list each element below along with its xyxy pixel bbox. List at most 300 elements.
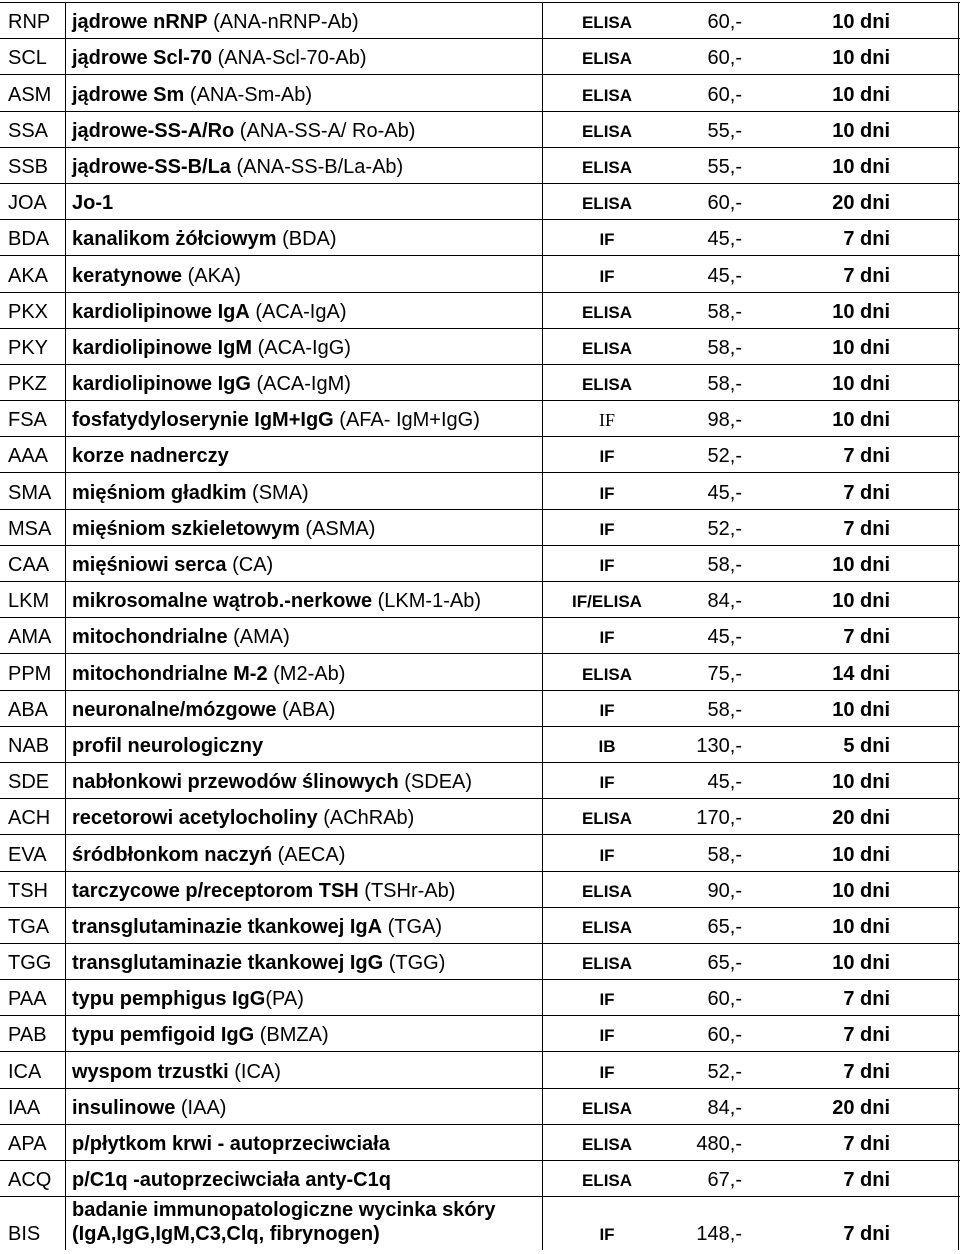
table-row — [0, 328, 960, 364]
column-divider — [542, 979, 543, 1015]
test-price: 58,- — [707, 300, 742, 323]
row-divider — [0, 798, 960, 799]
test-name — [72, 1133, 390, 1156]
column-divider — [958, 509, 959, 545]
test-abbreviation: (TGG) — [383, 952, 446, 975]
test-code: AMA — [8, 626, 52, 649]
row-divider — [0, 292, 960, 293]
turnaround-time: 7 dni — [843, 1060, 890, 1083]
test-abbreviation: (ABA) — [276, 698, 336, 721]
test-price: 65,- — [707, 915, 742, 938]
turnaround-time: 10 dni — [832, 771, 890, 794]
turnaround-time: 7 dni — [843, 445, 890, 468]
test-name — [72, 880, 455, 903]
test-code: PKY — [8, 336, 49, 359]
column-divider — [65, 690, 66, 726]
test-name — [72, 590, 481, 613]
column-divider — [542, 834, 543, 870]
test-price: 58,- — [707, 843, 742, 866]
test-code: SCL — [8, 47, 47, 70]
test-method: ELISA — [581, 917, 633, 937]
column-divider — [65, 74, 66, 110]
test-price: 84,- — [707, 1096, 742, 1119]
test-code: PPM — [8, 662, 52, 685]
column-divider — [65, 1088, 66, 1124]
column-divider — [542, 2, 543, 38]
column-divider — [542, 581, 543, 617]
test-price: 90,- — [707, 879, 742, 902]
turnaround-time: 14 dni — [832, 662, 890, 685]
table-row — [0, 509, 960, 545]
column-divider — [542, 38, 543, 74]
turnaround-time: 7 dni — [843, 626, 890, 649]
test-method: IF — [599, 1026, 615, 1046]
row-divider — [0, 690, 960, 691]
column-divider — [958, 1124, 959, 1160]
column-divider — [958, 798, 959, 834]
test-name-bold: transglutaminazie tkankowej IgA — [72, 915, 383, 938]
table-row — [0, 798, 960, 834]
column-divider — [542, 871, 543, 907]
test-price: 480,- — [696, 1133, 742, 1155]
test-abbreviation: (AFA- IgM+IgG) — [333, 409, 480, 432]
row-divider — [0, 509, 960, 510]
turnaround-time: 10 dni — [832, 952, 890, 975]
test-name — [72, 735, 263, 758]
test-price: 45,- — [707, 771, 742, 794]
test-code: TGA — [8, 915, 50, 938]
test-method: ELISA — [581, 157, 633, 177]
test-code: AAA — [8, 445, 49, 468]
test-method: IF — [599, 483, 615, 503]
column-divider — [65, 111, 66, 147]
test-code: EVA — [8, 843, 47, 866]
turnaround-time: 20 dni — [832, 1096, 890, 1119]
column-divider — [958, 364, 959, 400]
table-row — [0, 690, 960, 726]
column-divider — [958, 834, 959, 870]
test-name — [72, 11, 359, 34]
column-divider — [958, 111, 959, 147]
test-code: BDA — [8, 228, 50, 251]
column-divider — [542, 690, 543, 726]
test-name — [72, 807, 414, 830]
row-divider — [0, 255, 960, 256]
column-divider — [958, 979, 959, 1015]
column-divider — [958, 1051, 959, 1087]
test-name — [72, 192, 113, 215]
test-name-bold: badanie immunopatologiczne wycinka skóry — [72, 1199, 496, 1222]
test-name — [72, 916, 442, 939]
test-name-bold: kanalikom żółciowym — [72, 228, 277, 251]
turnaround-time: 10 dni — [832, 11, 890, 34]
table-row — [0, 653, 960, 689]
test-code: PKZ — [8, 373, 47, 396]
row-divider — [0, 581, 960, 582]
row-divider — [0, 74, 960, 75]
test-name — [72, 156, 403, 179]
test-name-bold: p/płytkom krwi - autoprzeciwciała — [72, 1133, 390, 1155]
test-code: JOA — [8, 192, 47, 215]
table-row — [0, 943, 960, 979]
test-code: PKX — [8, 300, 49, 323]
test-code: AKA — [8, 264, 49, 287]
turnaround-time: 10 dni — [832, 409, 890, 432]
column-divider — [958, 147, 959, 183]
row-divider — [0, 726, 960, 727]
column-divider — [65, 617, 66, 653]
table-row — [0, 581, 960, 617]
test-name — [72, 988, 304, 1011]
test-method: IF — [599, 230, 615, 250]
test-method: IF — [599, 845, 615, 865]
test-code: ACH — [8, 807, 51, 830]
table-row — [0, 617, 960, 653]
column-divider — [542, 436, 543, 472]
test-abbreviation: (ANA-Sm-Ab) — [184, 83, 313, 106]
test-method: ELISA — [581, 1135, 633, 1154]
test-name — [72, 409, 480, 432]
test-code: SSB — [8, 155, 49, 178]
test-code: ABA — [8, 698, 49, 721]
turnaround-time: 10 dni — [832, 915, 890, 938]
test-name — [72, 1061, 281, 1084]
column-divider — [65, 292, 66, 328]
column-divider — [65, 38, 66, 74]
test-name-bold: mikrosomalne wątrob.-nerkowe — [72, 590, 373, 613]
column-divider — [542, 943, 543, 979]
column-divider — [65, 255, 66, 291]
test-method: ELISA — [581, 121, 633, 141]
column-divider — [958, 1015, 959, 1051]
test-name-bold: mięśniom szkieletowym — [72, 517, 300, 540]
column-divider — [542, 798, 543, 834]
table-row — [0, 74, 960, 110]
test-name-line2: (IgA,IgG,IgM,C3,Clq, fibrynogen) — [72, 1223, 380, 1246]
test-method: ELISA — [581, 338, 633, 358]
column-divider — [958, 292, 959, 328]
row-divider — [0, 436, 960, 437]
test-method: IF — [599, 556, 615, 575]
turnaround-time: 7 dni — [843, 1024, 890, 1047]
test-abbreviation: (BDA) — [276, 228, 337, 251]
turnaround-time: 10 dni — [832, 373, 890, 396]
test-name-bold: transglutaminazie tkankowej IgG — [72, 952, 384, 975]
column-divider — [65, 798, 66, 834]
test-abbreviation: (ANA-Scl-70-Ab) — [212, 47, 367, 70]
test-price: 60,- — [707, 1024, 742, 1047]
row-divider — [0, 147, 960, 148]
test-price: 60,- — [707, 11, 742, 34]
column-divider — [542, 147, 543, 183]
test-price: 60,- — [707, 988, 742, 1011]
table-row — [0, 400, 960, 436]
price-list-table — [0, 2, 960, 1250]
column-divider — [65, 1015, 66, 1051]
column-divider — [542, 1088, 543, 1124]
test-abbreviation: (ANA-SS-A/ Ro-Ab) — [234, 119, 416, 142]
test-price: 45,- — [707, 264, 742, 287]
test-method: ELISA — [581, 1171, 633, 1191]
column-divider — [958, 762, 959, 798]
test-price: 58,- — [707, 373, 742, 396]
test-code: TSH — [8, 879, 48, 902]
test-price: 45,- — [707, 481, 742, 504]
test-name — [72, 771, 472, 794]
column-divider — [65, 1196, 66, 1250]
test-price: 45,- — [707, 626, 742, 649]
column-divider — [958, 38, 959, 74]
test-name — [72, 952, 445, 975]
test-abbreviation: (SDEA) — [398, 771, 473, 794]
test-method: ELISA — [581, 954, 633, 974]
row-divider — [0, 219, 960, 220]
turnaround-time: 10 dni — [832, 590, 890, 613]
column-divider — [65, 2, 66, 38]
test-abbreviation: (CA) — [226, 554, 274, 576]
test-name-bold: jądrowe-SS-B/La — [72, 155, 231, 178]
test-name — [72, 228, 337, 251]
turnaround-time: 7 dni — [843, 228, 890, 251]
test-name — [72, 84, 312, 107]
column-divider — [958, 581, 959, 617]
test-price: 60,- — [707, 192, 742, 215]
turnaround-time: 7 dni — [843, 264, 890, 287]
test-method: IF — [599, 700, 615, 720]
row-divider — [0, 907, 960, 908]
test-name-bold: Jo-1 — [72, 192, 114, 215]
test-name — [72, 1097, 226, 1120]
test-method: IF — [599, 447, 615, 467]
test-code: CAA — [8, 554, 50, 576]
column-divider — [542, 328, 543, 364]
test-abbreviation: (TGA) — [382, 915, 443, 938]
test-name — [72, 663, 345, 686]
row-divider — [0, 1196, 960, 1197]
turnaround-time: 10 dni — [832, 155, 890, 178]
test-method: IF — [599, 1225, 615, 1245]
test-price: 75,- — [707, 662, 742, 685]
table-row — [0, 1015, 960, 1051]
column-divider — [958, 183, 959, 219]
test-method: IF/ELISA — [572, 592, 642, 612]
column-divider — [542, 726, 543, 762]
test-price: 60,- — [707, 47, 742, 70]
column-divider — [958, 328, 959, 364]
column-divider — [65, 653, 66, 689]
test-name-bold: insulinowe — [72, 1096, 176, 1119]
turnaround-time: 10 dni — [832, 300, 890, 323]
test-name-bold: wyspom trzustki — [72, 1060, 229, 1083]
test-price: 130,- — [696, 734, 742, 757]
row-divider — [0, 1015, 960, 1016]
test-code: SMA — [8, 481, 52, 504]
test-abbreviation: (LKM-1-Ab) — [372, 590, 481, 613]
test-code: IAA — [8, 1096, 41, 1119]
turnaround-time: 5 dni — [843, 734, 890, 757]
test-name-bold: fosfatydyloserynie IgM+IgG — [72, 409, 334, 432]
column-divider — [542, 472, 543, 508]
table-row — [0, 147, 960, 183]
test-method: ELISA — [581, 809, 633, 829]
test-abbreviation: (IAA) — [175, 1096, 227, 1119]
table-row — [0, 38, 960, 74]
test-name — [72, 1024, 329, 1047]
column-divider — [542, 509, 543, 545]
row-divider — [0, 183, 960, 184]
test-abbreviation: (ANA-nRNP-Ab) — [207, 11, 359, 34]
test-method: IF — [598, 410, 615, 431]
test-abbreviation: (ACA-IgG) — [252, 336, 351, 359]
test-method: IF — [599, 266, 615, 286]
turnaround-time: 10 dni — [832, 554, 890, 576]
table-row — [0, 219, 960, 255]
column-divider — [958, 617, 959, 653]
test-abbreviation: (ASMA) — [299, 517, 376, 540]
column-divider — [542, 255, 543, 291]
column-divider — [542, 762, 543, 798]
turnaround-time: 7 dni — [843, 517, 890, 540]
test-price: 55,- — [707, 155, 742, 178]
column-divider — [958, 907, 959, 943]
test-name-bold: jądrowe nRNP — [72, 11, 208, 34]
test-name — [72, 482, 309, 505]
column-divider — [958, 436, 959, 472]
test-code: ASM — [8, 83, 52, 106]
row-divider — [0, 1124, 960, 1125]
table-row — [0, 1196, 960, 1250]
row-divider — [0, 1088, 960, 1089]
turnaround-time: 10 dni — [832, 119, 890, 142]
turnaround-time: 7 dni — [843, 1223, 890, 1246]
row-divider — [0, 38, 960, 39]
test-code: APA — [8, 1133, 47, 1155]
column-divider — [542, 111, 543, 147]
test-name — [72, 301, 346, 324]
row-divider — [0, 871, 960, 872]
table-row — [0, 111, 960, 147]
turnaround-time: 10 dni — [832, 47, 890, 70]
table-row — [0, 436, 960, 472]
row-divider — [0, 545, 960, 546]
test-method: ELISA — [581, 85, 633, 105]
turnaround-time: 10 dni — [832, 336, 890, 359]
column-divider — [65, 472, 66, 508]
test-method: ELISA — [581, 13, 633, 33]
turnaround-time: 7 dni — [843, 988, 890, 1011]
table-row — [0, 292, 960, 328]
test-abbreviation: (M2-Ab) — [267, 662, 346, 685]
test-method: IF — [599, 773, 615, 793]
test-name-bold: korze nadnerczy — [72, 445, 229, 468]
test-name-bold: nabłonkowi przewodów ślinowych — [72, 771, 399, 794]
column-divider — [958, 1196, 959, 1250]
row-divider — [0, 400, 960, 401]
table-row — [0, 1088, 960, 1124]
test-code: NAB — [8, 734, 50, 757]
test-abbreviation: (AKA) — [182, 264, 241, 287]
column-divider — [958, 653, 959, 689]
test-method: ELISA — [581, 1098, 633, 1118]
test-code: MSA — [8, 517, 52, 540]
test-name — [72, 47, 367, 70]
row-divider — [0, 1051, 960, 1052]
column-divider — [65, 1160, 66, 1196]
column-divider — [65, 943, 66, 979]
turnaround-time: 7 dni — [843, 1133, 890, 1155]
test-name-bold: typu pemphigus IgG — [72, 988, 266, 1011]
test-code: TGG — [8, 952, 52, 975]
column-divider — [65, 328, 66, 364]
test-price: 58,- — [707, 698, 742, 721]
column-divider — [542, 400, 543, 436]
test-price: 60,- — [707, 83, 742, 106]
test-name-bold: kardiolipinowe IgG — [72, 373, 251, 396]
test-name-bold: p/C1q -autoprzeciwciała anty-C1q — [72, 1169, 391, 1192]
test-price: 52,- — [707, 445, 742, 468]
table-row — [0, 762, 960, 798]
table-row — [0, 545, 960, 581]
column-divider — [542, 1124, 543, 1160]
test-abbreviation: (AMA) — [227, 626, 290, 649]
test-name-bold: kardiolipinowe IgM — [72, 336, 253, 359]
test-abbreviation: (AChRAb) — [317, 807, 415, 830]
row-divider — [0, 2, 960, 3]
column-divider — [958, 2, 959, 38]
test-code: BIS — [8, 1223, 41, 1246]
test-name-bold: śródbłonkom naczyń — [72, 843, 273, 866]
test-price: 98,- — [707, 409, 742, 432]
test-price: 65,- — [707, 952, 742, 975]
test-name — [72, 1169, 391, 1192]
column-divider — [542, 1015, 543, 1051]
test-method: IF — [599, 519, 615, 539]
test-price: 58,- — [707, 336, 742, 359]
test-abbreviation: (ANA-SS-B/La-Ab) — [230, 155, 404, 178]
table-row — [0, 1051, 960, 1087]
column-divider — [958, 219, 959, 255]
test-name — [72, 554, 273, 577]
table-row — [0, 726, 960, 762]
test-name-bold: tarczycowe p/receptorom TSH — [72, 879, 359, 902]
test-name — [72, 445, 229, 468]
column-divider — [65, 871, 66, 907]
table-row — [0, 907, 960, 943]
test-name-bold: neuronalne/mózgowe — [72, 698, 277, 721]
test-code: SSA — [8, 119, 49, 142]
turnaround-time: 7 dni — [843, 481, 890, 504]
column-divider — [542, 907, 543, 943]
column-divider — [958, 1088, 959, 1124]
test-name-bold: mitochondrialne M-2 — [72, 662, 268, 685]
column-divider — [542, 1160, 543, 1196]
column-divider — [65, 581, 66, 617]
table-row — [0, 979, 960, 1015]
test-name-bold: recetorowi acetylocholiny — [72, 807, 318, 830]
column-divider — [65, 364, 66, 400]
test-method: ELISA — [581, 302, 633, 322]
column-divider — [542, 653, 543, 689]
test-name — [72, 1198, 495, 1246]
row-divider — [0, 364, 960, 365]
test-price: 84,- — [707, 590, 742, 613]
column-divider — [958, 726, 959, 762]
column-divider — [958, 472, 959, 508]
turnaround-time: 10 dni — [832, 83, 890, 106]
test-method: ELISA — [581, 49, 633, 69]
test-code: PAB — [8, 1024, 47, 1047]
turnaround-time: 10 dni — [832, 879, 890, 902]
